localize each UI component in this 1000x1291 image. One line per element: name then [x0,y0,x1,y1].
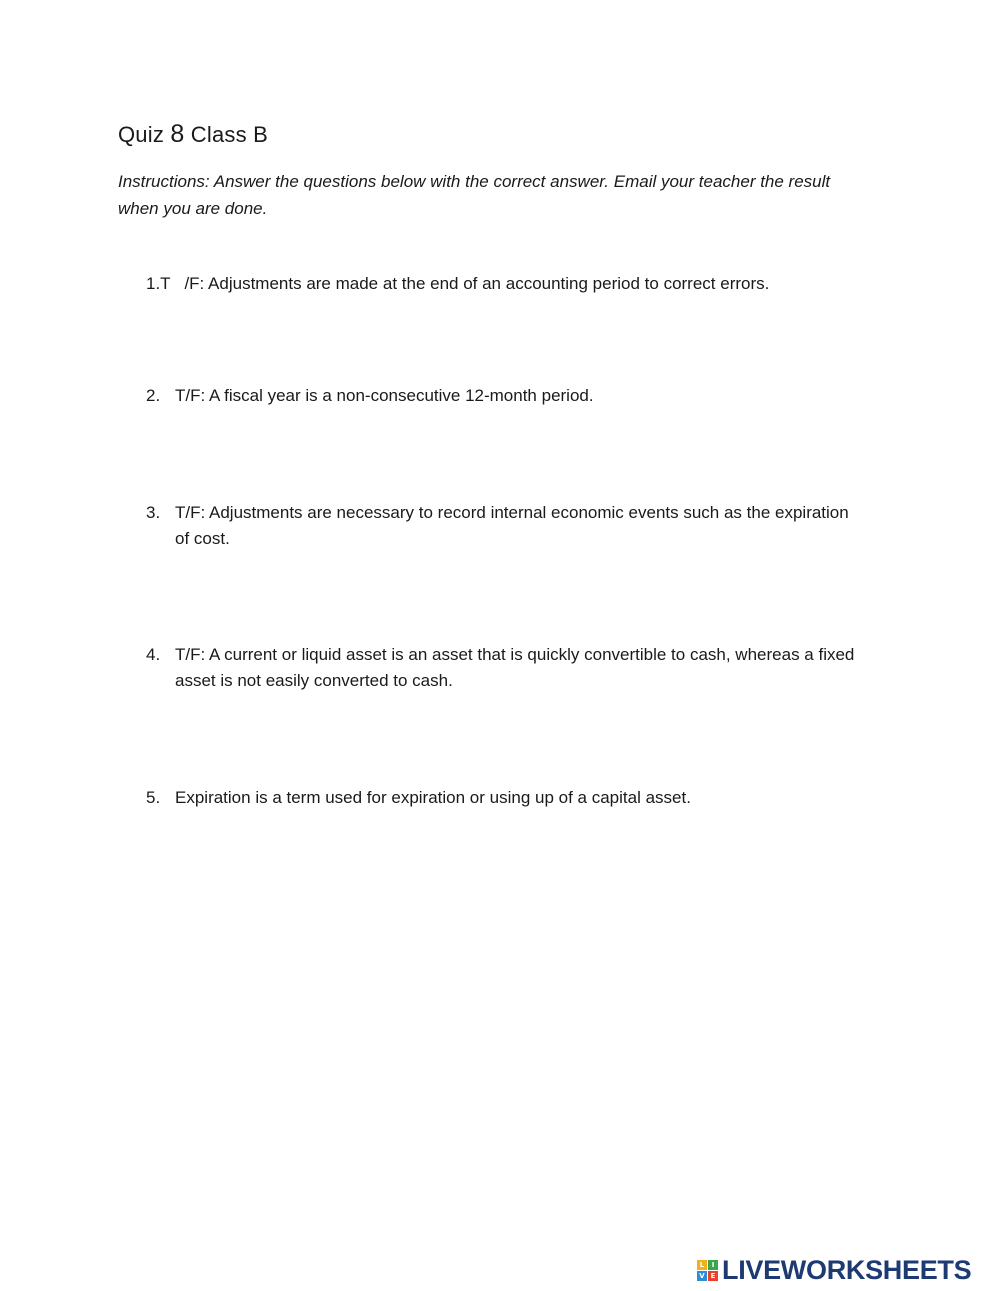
question-5 [146,785,855,811]
question-4 [146,642,855,694]
question-1-number: 1.T [146,274,185,293]
title-number: 8 [170,120,185,148]
liveworksheets-logo-icon [697,1260,718,1281]
title-prefix: Quiz [118,122,171,147]
instructions-text: Instructions: Answer the questions below with the correct answer. Email your teacher the result when you are done. [118,172,831,218]
liveworksheets-brand [697,1255,971,1285]
logo-letter-i: I [708,1260,718,1270]
question-3 [146,500,855,552]
question-4-number: 4. [146,645,161,664]
question-1-text: /F: Adjustments are made at the end of an accounting period to correct errors. [184,274,770,293]
liveworksheets-wordmark: LIVEWORKSHEETS [722,1254,972,1285]
question-1 [146,271,769,297]
question-5-number: 5. [146,788,161,807]
question-2 [146,383,855,409]
logo-letter-l: L [697,1260,707,1270]
question-3-text: T/F: Adjustments are necessary to record internal economic events such as the expiration of cost. [175,503,849,548]
logo-letter-v: V [697,1271,707,1281]
question-5-text: Expiration is a term used for expiration or using up of a capital asset. [175,788,691,807]
question-2-text: T/F: A fiscal year is a non-consecutive 12-month period. [175,386,594,405]
question-4-text: T/F: A current or liquid asset is an asset that is quickly convertible to cash, whereas a fixed asset is not easily converted to cash. [175,645,855,690]
title-suffix: Class B [184,122,268,147]
question-3-number: 3. [146,503,161,522]
question-2-number: 2. [146,386,161,405]
logo-letter-e: E [708,1271,718,1281]
page-title [118,120,268,149]
